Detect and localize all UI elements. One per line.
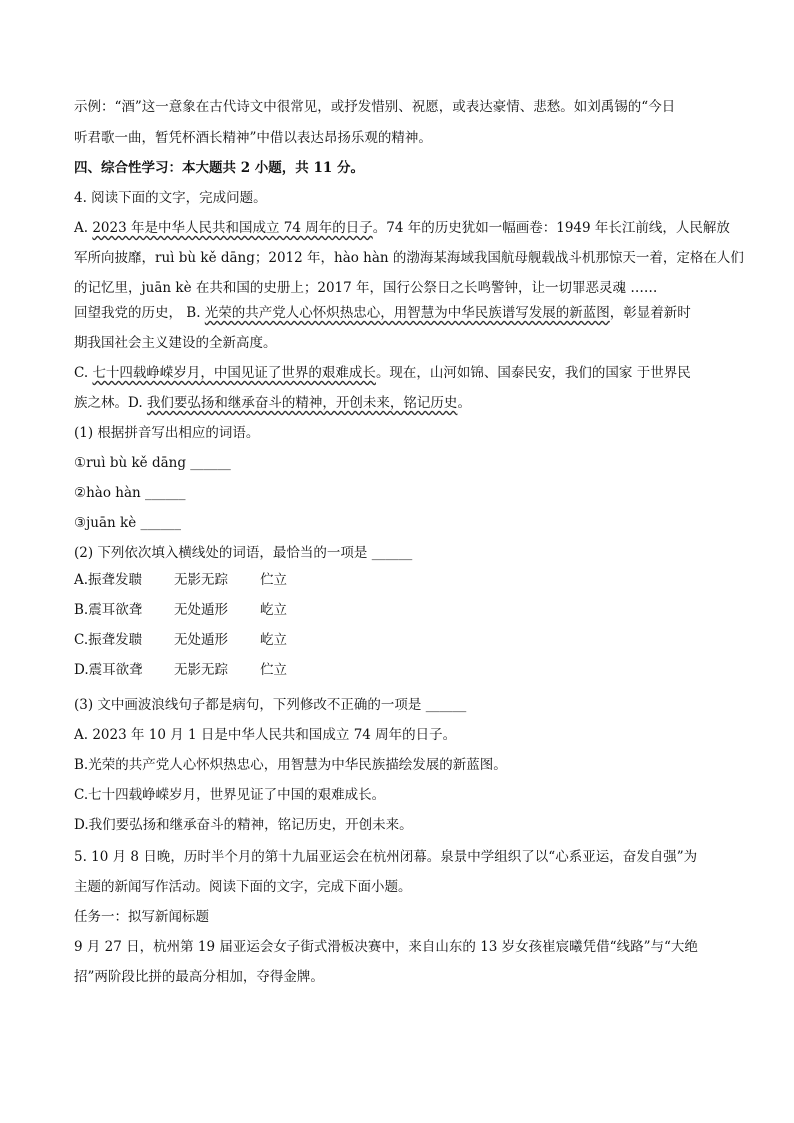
passage-c-line-2	[74, 393, 471, 413]
option-a-word-2: 无影无踪	[174, 572, 228, 588]
option-a-word-1: A.振聋发聩	[74, 572, 143, 588]
option-d-word-1: D.震耳欲聋	[74, 662, 143, 678]
passage-a-line-1	[74, 218, 730, 238]
sub-question-3-stem: (3) 文中画波浪线句子都是病句，下列修改不正确的一项是 ______	[74, 697, 467, 713]
sub-question-1-stem: (1) 根据拼音写出相应的词语。	[74, 425, 260, 441]
option-d-word-2: 无影无踪	[174, 662, 228, 678]
passage-c-line2-end: 。	[457, 395, 471, 411]
option-b-word-2: 无处遁形	[174, 602, 228, 618]
option-row-a	[74, 570, 287, 590]
revision-option-c: C.七十四载峥嵘岁月，世界见证了中国的艰难成长。	[74, 787, 386, 803]
option-row-b	[74, 600, 287, 620]
passage-b-rest: ，彰显着新时	[609, 305, 691, 321]
passage-a-rest: 。74 年的历史犹如一幅画卷：1949 年长江前线，人民解放	[372, 220, 730, 236]
section-heading: 四、综合性学习：本大题共 2 小题，共 11 分。	[74, 160, 364, 176]
pinyin-item-1: ①ruì bù kě dāng ______	[74, 455, 231, 471]
example-line-1: 示例：“酒”这一意象在古代诗文中很常见，或抒发惜别、祝愿，或表达豪情、悲愁。如刘禹锡的“今日	[74, 99, 676, 115]
option-row-d	[74, 660, 287, 680]
revision-option-b: B.光荣的共产党人心怀炽热忠心，用智慧为中华民族描绘发展的新蓝图。	[74, 757, 507, 773]
pinyin-item-3: ③juān kè ______	[74, 515, 181, 531]
news-paragraph-line-1: 9 月 27 日，杭州第 19 届亚运会女子街式滑板决赛中，来自山东的 13 岁女孩崔宸曦凭借“线路”与“大绝	[74, 939, 698, 955]
task-1-heading: 任务一：拟写新闻标题	[74, 909, 209, 925]
passage-c-line2-prefix: 族之林。D.	[74, 395, 147, 411]
passage-b-line-1	[74, 303, 691, 323]
sub-question-2-stem: (2) 下列依次填入横线处的词语，最恰当的一项是 ______	[74, 545, 413, 561]
example-line-2: 听君歌一曲，暂凭杯酒长精神”中借以表达昂扬乐观的精神。	[74, 130, 432, 146]
passage-a-line-3: 的记忆里，juān kè 在共和国的史册上；2017 年，国行公祭日之长鸣警钟，让一切罪恶灵魂 ……	[74, 280, 658, 296]
passage-b-prefix: 回望我党的历史， B.	[74, 305, 205, 321]
passage-c-prefix: C.	[74, 365, 93, 381]
passage-b-line-2: 期我国社会主义建设的全新高度。	[74, 335, 277, 351]
question-4-stem: 4. 阅读下面的文字，完成问题。	[74, 190, 267, 206]
sentence-d-wavy: 我们要弘扬和继承奋斗的精神，开创未来，铭记历史	[146, 395, 458, 411]
passage-c-rest: 。现在，山河如锦、国泰民安，我们的国家 于世界民	[375, 365, 691, 381]
sentence-a-wavy: 2023 年是中华人民共和国成立 74 周年的日子	[92, 220, 373, 236]
option-row-c	[74, 630, 287, 650]
option-a-word-3: 伫立	[260, 572, 287, 588]
pinyin-item-2: ②hào hàn ______	[74, 485, 186, 501]
revision-option-d: D.我们要弘扬和继承奋斗的精神，铭记历史，开创未来。	[74, 817, 413, 833]
sentence-b-wavy: 光荣的共产党人心怀炽热忠心，用智慧为中华民族谱写发展的新蓝图	[204, 305, 610, 321]
passage-a-line-2: 军所向披靡，ruì bù kě dāng；2012 年，hào hàn 的渤海某海域我国航母舰载战斗机那惊天一着，定格在人们	[74, 250, 744, 266]
question-5-line-2: 主题的新闻写作活动。阅读下面的文字，完成下面小题。	[74, 879, 412, 895]
option-b-word-1: B.震耳欲聋	[74, 602, 143, 618]
option-d-word-3: 伫立	[260, 662, 287, 678]
option-b-word-3: 屹立	[260, 602, 287, 618]
option-c-word-2: 无处遁形	[174, 632, 228, 648]
option-c-word-1: C.振聋发聩	[74, 632, 143, 648]
passage-a-prefix: A.	[74, 220, 93, 236]
question-5-line-1: 5. 10 月 8 日晚，历时半个月的第十九届亚运会在杭州闭幕。泉景中学组织了以“心系亚运，奋发自强”为	[74, 849, 698, 865]
sentence-c-wavy: 七十四载峥嵘岁月，中国见证了世界的艰难成长	[92, 365, 376, 381]
passage-c-line-1	[74, 363, 691, 383]
option-c-word-3: 屹立	[260, 632, 287, 648]
revision-option-a: A. 2023 年 10 月 1 日是中华人民共和国成立 74 周年的日子。	[74, 727, 457, 743]
news-paragraph-line-2: 招”两阶段比拼的最高分相加，夺得金牌。	[74, 969, 324, 985]
